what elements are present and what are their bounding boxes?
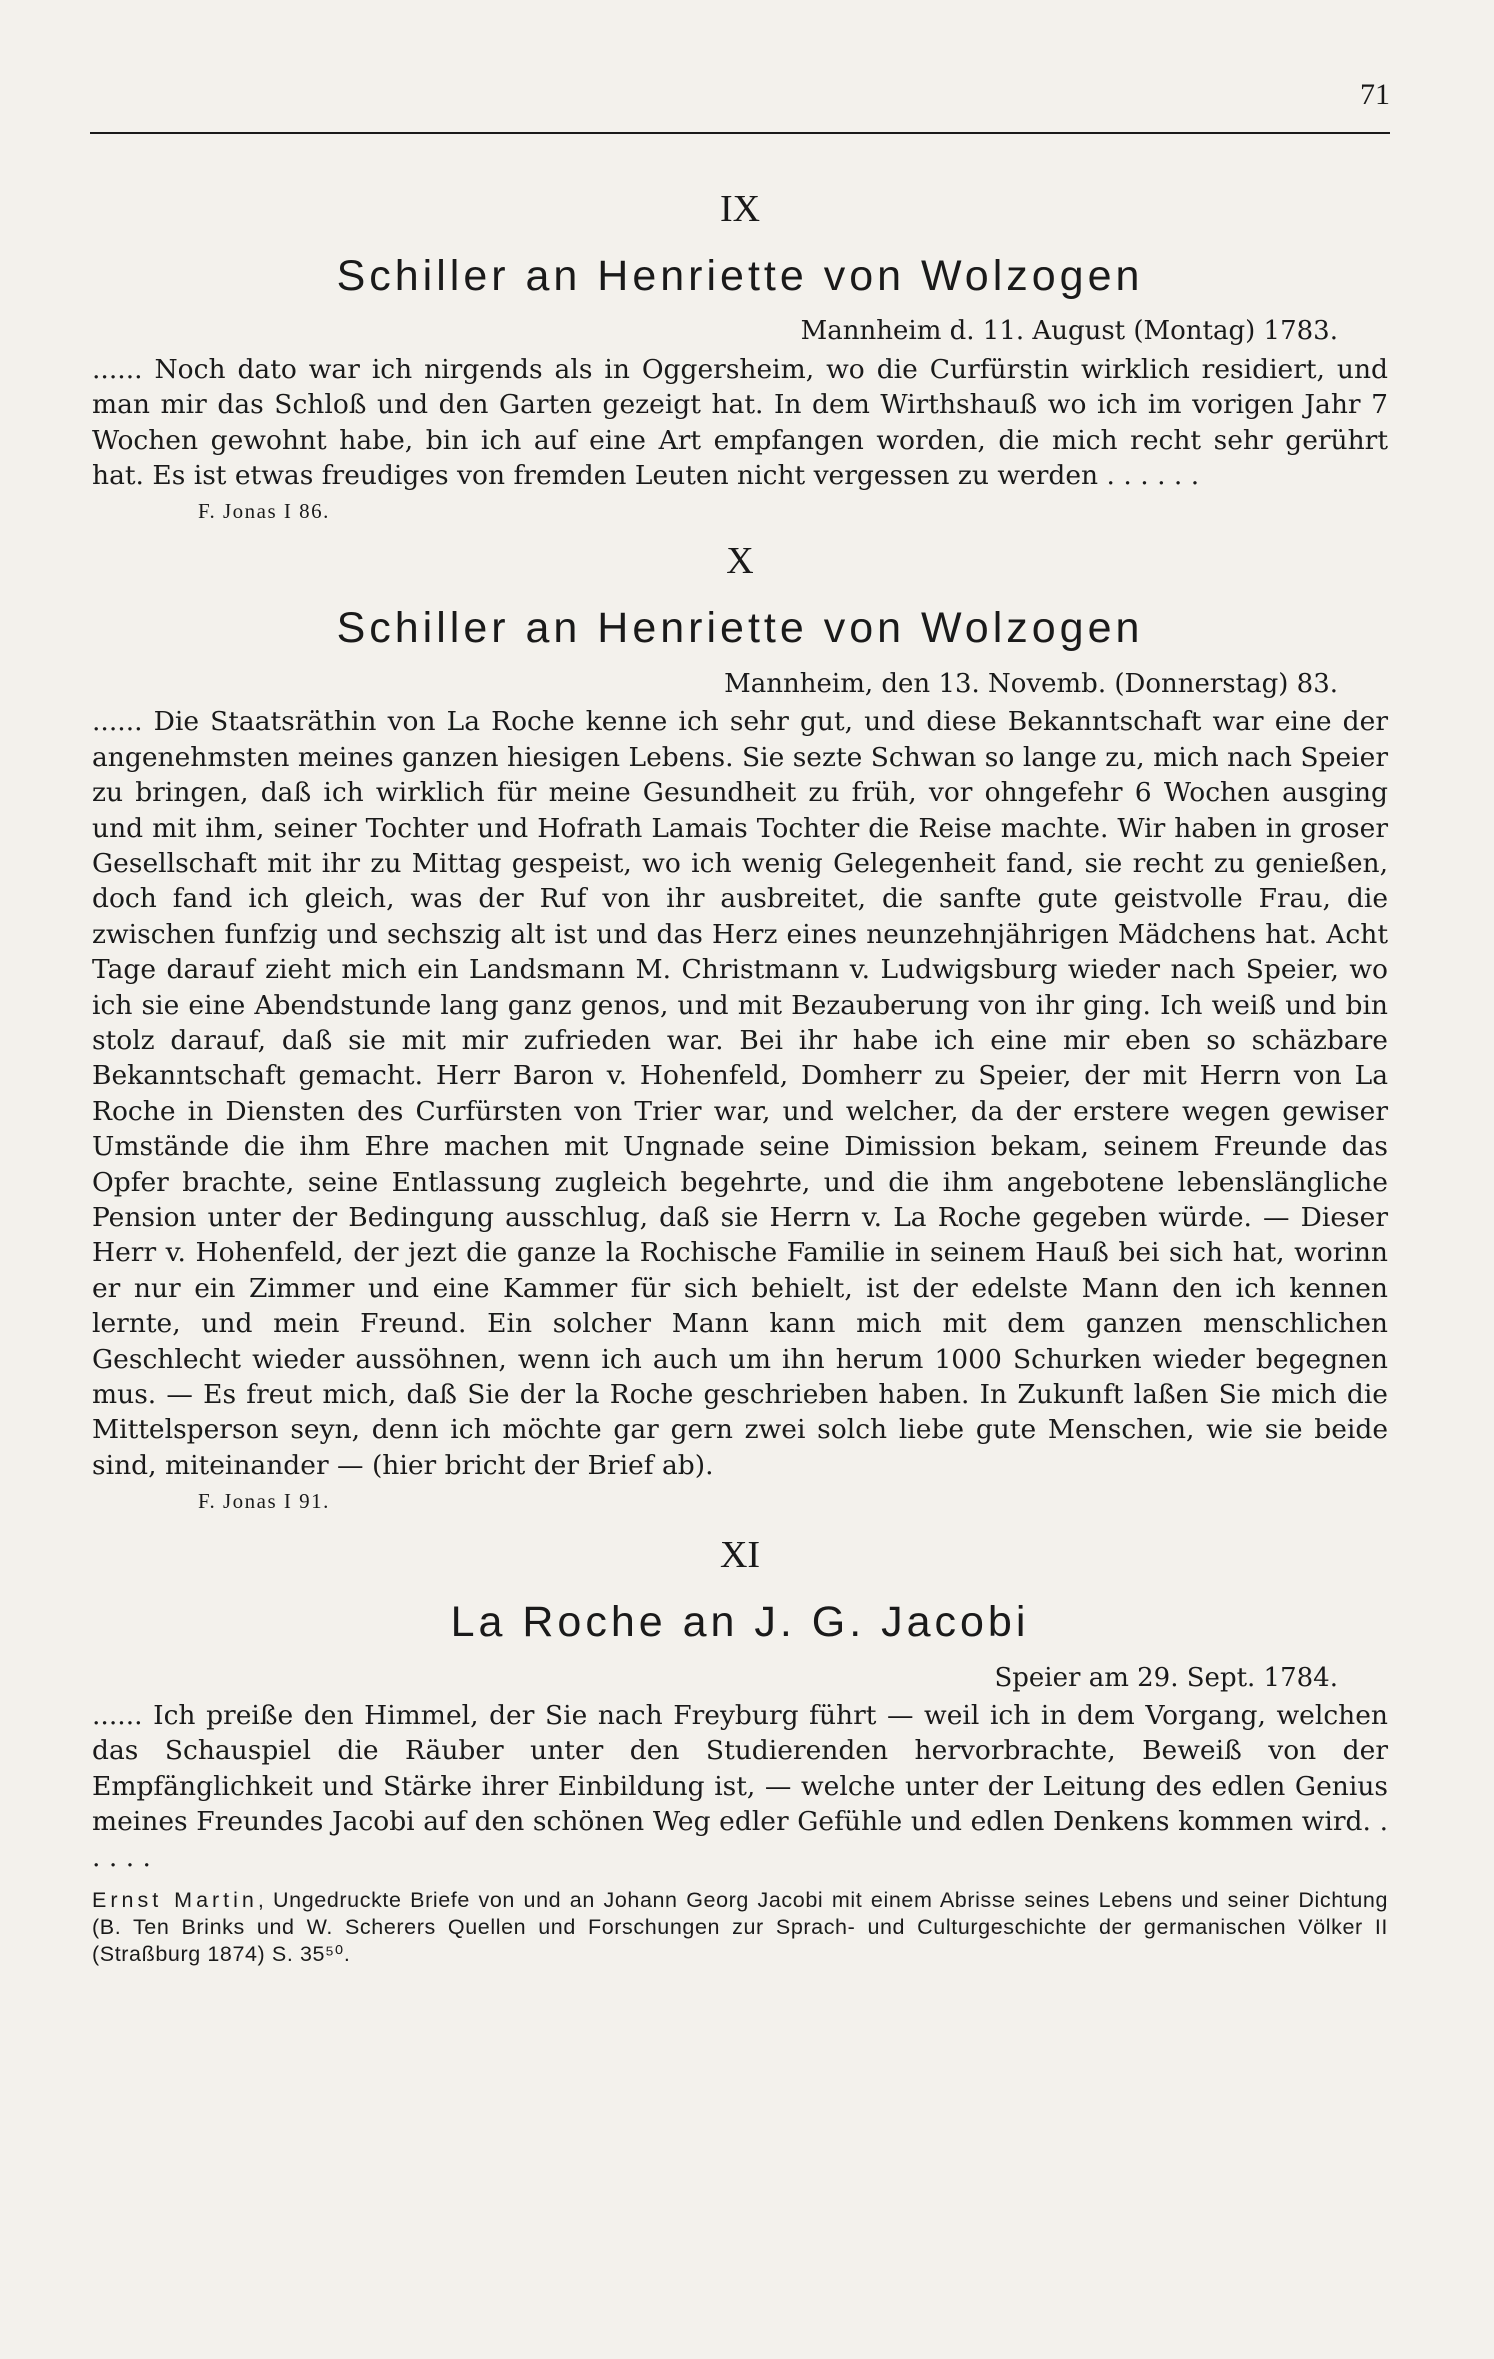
letter-body: ...... Noch dato war ich nirgends als in Oggersheim, wo die Curfürstin wirklich residiert, und man mir das Schloß und den Garten gezeigt hat. In dem Wirthshauß wo ich im vorigen Jahr 7 Wochen gewohnt habe, bin ich auf eine Art empfangen worden, die mich recht sehr gerührt hat. Es ist etwas freudiges von fremden Leuten nicht vergessen zu werden . . . . . .	[92, 353, 1388, 492]
letter-ix	[92, 190, 1388, 524]
letter-title: Schiller an Henriette von Wolzogen	[336, 252, 1144, 300]
footnote-author: Ernst Martin	[92, 1888, 258, 1913]
letter-dateline: Mannheim d. 11. August (Montag) 1783.	[800, 316, 1338, 347]
letter-source: F. Jonas I 86.	[198, 499, 330, 524]
letter-x	[92, 542, 1388, 1514]
letter-numeral: XI	[719, 1534, 761, 1577]
letter-dateline: Speier am 29. Sept. 1784.	[994, 1662, 1338, 1693]
letter-body: ...... Ich preiße den Himmel, der Sie nach Freyburg führt — weil ich in dem Vorgang, welchen das Schauspiel die Räuber unter den Studierenden hervorbrachte, Beweiß von der Empfänglichkeit und Stärke ihrer Einbildung ist, — welche unter der Leitung des edlen Genius meines Freundes Jacobi auf den schönen Weg edler Gefühle und edlen Denkens kommen wird. . . . . .	[92, 1700, 1388, 1873]
source-footnote	[92, 1887, 1388, 1968]
footnote-text: , Ungedruckte Briefe von und an Johann Georg Jacobi mit einem Abrisse seines Lebens und seiner Dichtung (B. Ten Brinks und W. Scherers Quellen und Forschungen zur Sprach- und Culturgeschichte der germanischen Völker II (Straßburg 1874) S. 35⁵⁰.	[92, 1888, 1389, 1967]
header-rule	[90, 132, 1390, 134]
page-content	[92, 172, 1388, 1968]
letter-dateline: Mannheim, den 13. Novemb. (Donnerstag) 83.	[724, 668, 1338, 699]
letter-xi	[92, 1536, 1388, 1875]
page-number: 71	[1360, 78, 1390, 111]
letter-title: Schiller an Henriette von Wolzogen	[336, 604, 1144, 653]
letter-numeral: IX	[719, 188, 761, 230]
letter-source: F. Jonas I 91.	[198, 1489, 330, 1514]
letter-title: La Roche an J. G. Jacobi	[450, 1598, 1030, 1647]
letter-body: ...... Die Staatsräthin von La Roche kenne ich sehr gut, und diese Bekanntschaft war eine der angenehmsten meines ganzen hiesigen Lebens. Sie sezte Schwan so lange zu, mich nach Speier zu bringen, daß ich wirklich für meine Gesundheit zu früh, vor ohngefehr 6 Wochen ausging und mit ihm, seiner Tochter und Hofrath Lamais Tochter die Reise machte. Wir haben in groser Gesellschaft mit ihr zu Mittag gespeist, wo ich wenig Gelegenheit fand, sie recht zu genießen, doch fand ich gleich, was der Ruf von ihr ausbreitet, die sanfte gute geistvolle Frau, die zwischen funfzig und sechszig alt ist und das Herz eines neunzehnjährigen Mädchens hat. Acht Tage darauf zieht mich ein Landsmann M. Christmann v. Ludwigsburg wieder nach Speier, wo ich sie eine Abendstunde lang ganz genos, und mit Bezauberung von ihr ging. Ich weiß und bin stolz darauf, daß sie mit mir zufrieden war. Bei ihr habe ich eine mir eben so schäzbare Bekanntschaft gemacht. Herr Baron v. Hohenfeld, Domherr zu Speier, der mit Herrn von La Roche in Diensten des Curfürsten von Trier war, und welcher, da der erstere wegen gewiser Umstände die ihm Ehre machen mit Ungnade seine Dimission bekam, seinem Freunde das Opfer brachte, seine Entlassung zugleich begehrte, und die ihm angebotene lebenslängliche Pension unter der Bedingung ausschlug, daß sie Herrn v. La Roche gegeben würde. — Dieser Herr v. Hohenfeld, der jezt die ganze la Rochische Familie in seinem Hauß bei sich hat, worinn er nur ein Zimmer und eine Kammer für sich behielt, ist der edelste Mann den ich kennen lernte, und mein Freund. Ein solcher Mann kann mich mit dem ganzen menschlichen Geschlecht wieder aussöhnen, wenn ich auch um ihn herum 1000 Schurken wieder begegnen mus. — Es freut mich, daß Sie der la Roche geschrieben haben. In Zukunft laßen Sie mich die Mittelsperson seyn, denn ich möchte gar gern zwei solch liebe gute Menschen, wie sie beide sind, miteinander — (hier bricht der Brief ab).	[92, 706, 1388, 1481]
letter-numeral: X	[726, 540, 754, 583]
